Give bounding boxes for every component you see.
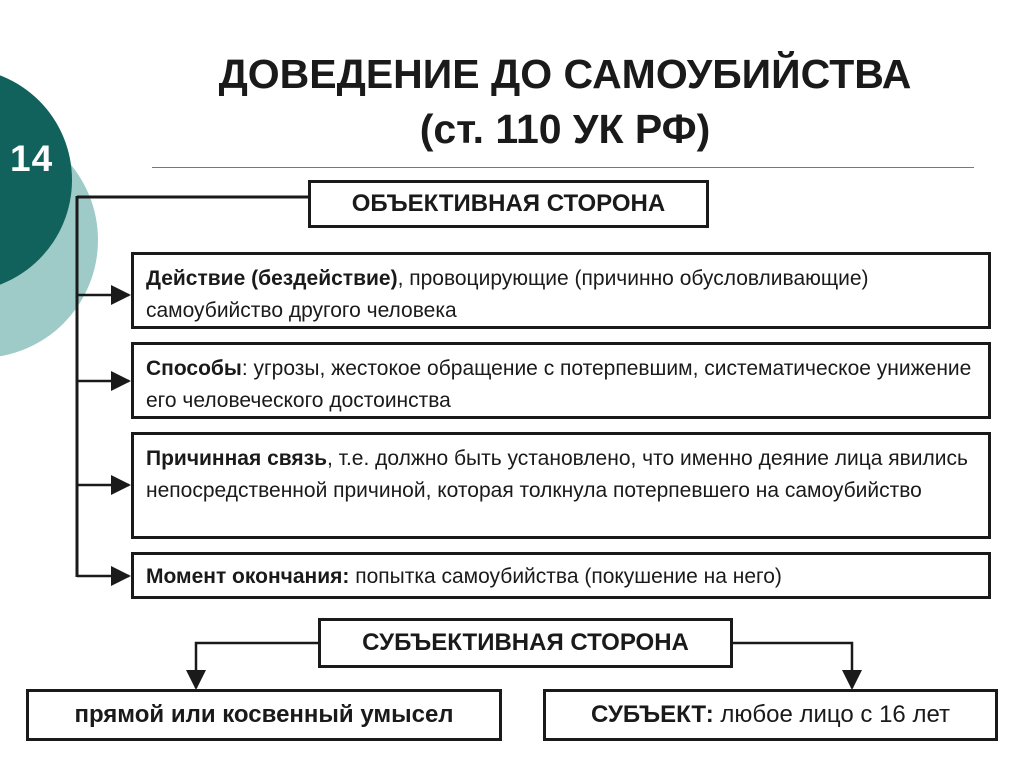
subjective-side-header-label: СУБЪЕКТИВНАЯ СТОРОНА xyxy=(362,629,689,656)
objective-item-methods xyxy=(131,342,991,419)
arrow-to-subject xyxy=(733,643,852,688)
item-text: попытка самоубийства (покушение на него) xyxy=(349,565,782,588)
objective-side-header xyxy=(308,180,709,228)
subject-label: СУБЪЕКТ: xyxy=(590,701,714,728)
item-text: , провоцирующие (причинно обусловливающие) самоубийство другого человека xyxy=(146,267,869,322)
intent-label: прямой или косвенный умысел xyxy=(74,701,454,728)
item-text: : угрозы, жестокое обращение с потерпевшим, систематическое унижение его человеческого достоинства xyxy=(146,357,972,412)
subject-text: любое лицо с 16 лет xyxy=(713,701,950,728)
subject-box xyxy=(543,689,998,741)
objective-item-causation xyxy=(131,432,991,539)
item-bold: Причинная связь xyxy=(146,447,327,470)
item-text: , т.е. должно быть установлено, что именно деяние лица явились непосредственной причиной, которая толкнула потерпевшего на самоубийство xyxy=(146,447,968,502)
objective-item-action xyxy=(131,252,991,329)
subjective-side-header xyxy=(318,618,733,668)
objective-item-completion xyxy=(131,552,991,599)
page-title: ДОВЕДЕНИЕ ДО САМОУБИЙСТВА xyxy=(218,51,912,97)
arrow-to-intent xyxy=(196,643,318,688)
item-bold: Способы xyxy=(146,357,242,380)
slide-number: 14 xyxy=(10,138,54,179)
page-subtitle: (ст. 110 УК РФ) xyxy=(419,106,711,152)
objective-side-header-label: ОБЪЕКТИВНАЯ СТОРОНА xyxy=(351,190,666,217)
item-bold: Момент окончания: xyxy=(146,565,350,588)
intent-box xyxy=(26,689,502,741)
item-bold: Действие (бездействие) xyxy=(146,267,398,290)
